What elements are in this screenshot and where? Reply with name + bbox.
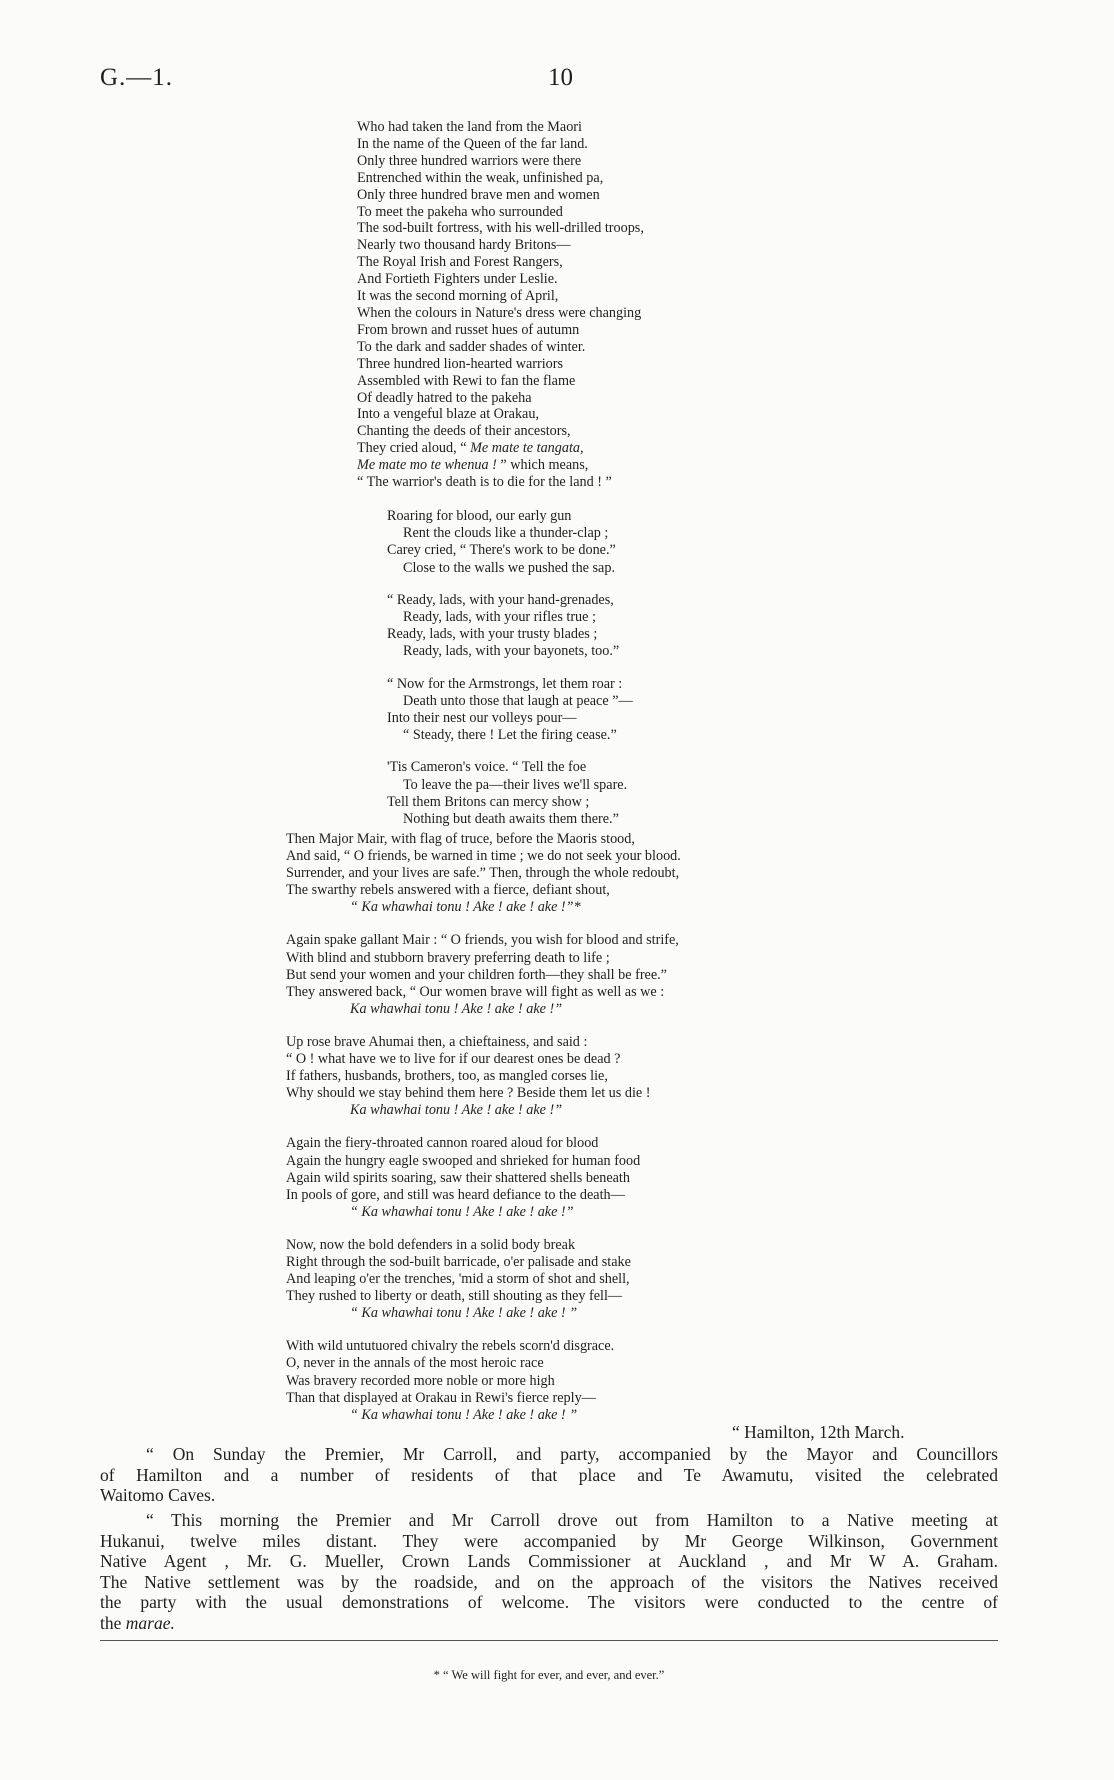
ballad-stanza [387,676,633,745]
maori-phrase: Me mate mo te whenua ! [357,457,497,474]
poem-intro [357,119,644,491]
poem-line: O, never in the annals of the most heroic race [286,1355,544,1372]
poem-line: Chanting the deeds of their ancestors, [357,423,571,440]
poem-line: Entrenched within the weak, unfinished pa, [357,169,604,186]
poem-line: Only three hundred brave men and women [357,186,600,203]
poem-line: In pools of gore, and still was heard defiance to the death— [286,1186,625,1203]
poem-line: Up rose brave Ahumai then, a chieftainess, and said : [286,1033,588,1050]
ballad-line: To leave the pa—their lives we'll spare. [403,776,628,793]
ballad-line: Into their nest our volleys pour— [387,710,577,727]
poem-line: If fathers, husbands, brothers, too, as mangled corses lie, [286,1068,608,1085]
ballad-line: Tell them Britons can mercy show ; [387,793,590,810]
poem-line: Me mate mo te whenua ! ” which means, [357,457,589,474]
poem-line: Surrender, and your lives are safe.” Then, through the whole redoubt, [286,865,680,882]
poem-line: And leaping o'er the trenches, 'mid a storm of shot and shell, [286,1271,630,1288]
poem-stanza [286,932,681,1017]
poem-line: And said, “ O friends, be warned in time ; we do not seek your blood. [286,848,681,865]
poem-line: They cried aloud, “ Me mate te tangata, [357,440,584,457]
poem-line: When the colours in Nature's dress were changing [357,304,642,321]
poem-line: Into a vengeful blaze at Orakau, [357,406,539,423]
poem-stanza [286,1135,681,1220]
poem-line: In the name of the Queen of the far land. [357,135,588,152]
poem-line: They answered back, “ Our women brave will fight as well as we : [286,983,665,1000]
refrain-line: Ka whawhai tonu ! Ake ! ake ! ake !” [350,1102,563,1119]
poem-line: Three hundred lion-hearted warriors [357,355,564,372]
poem-line: Was bravery recorded more noble or more high [286,1372,555,1389]
paragraph-line: of Hamilton and a number of residents of that place and Te Awamutu, visited the celebrated [100,1464,998,1485]
paragraph-line: Hukanui, twelve miles distant. They were accompanied by Mr George Wilkinson, Government [100,1530,998,1551]
ballad-stanza [387,759,633,828]
poem-line: “ O ! what have we to live for if our dearest ones be dead ? [286,1051,621,1068]
refrain-line: “ Ka whawhai tonu ! Ake ! ake ! ake !” [350,1203,574,1220]
ballad-line: Death unto those that laugh at peace ”— [403,692,633,709]
poem-line: Only three hundred warriors were there [357,152,582,169]
poem-line: Again the hungry eagle swooped and shrieked for human food [286,1152,641,1169]
poem-line: “ The warrior's death is to die for the land ! ” [357,474,612,491]
ballad-stanza [387,592,633,661]
poem-stanza [286,1034,681,1119]
poem-line: Nearly two thousand hardy Britons— [357,237,571,254]
refrain-line: “ Ka whawhai tonu ! Ake ! ake ! ake ! ” [350,1406,578,1423]
poem-line: With wild untutuored chivalry the rebels scorn'd disgrace. [286,1338,615,1355]
paragraph-sunday [100,1444,998,1506]
page-reference: G.—1. [100,64,174,91]
poem-main [286,831,681,1440]
ballad-line: Close to the walls we pushed the sap. [403,559,615,576]
poem-stanza [286,1338,681,1423]
poem-line: Again spake gallant Mair : “ O friends, you wish for blood and strife, [286,932,679,949]
poem-line: To meet the pakeha who surrounded [357,203,563,220]
ballad-line: Rent the clouds like a thunder-clap ; [403,525,609,542]
paragraph-line: Waitomo Caves. [100,1485,216,1505]
poem-line: Then Major Mair, with flag of truce, before the Maoris stood, [286,831,635,847]
paragraph-this-morning [100,1510,998,1633]
ballad-line: “ Now for the Armstrongs, let them roar : [387,675,623,692]
paragraph-line: Native Agent , Mr. G. Mueller, Crown Lands Commissioner at Auckland , and Mr W A. Graham. [100,1551,998,1571]
poem-line: The swarthy rebels answered with a fierce, defiant shout, [286,882,610,899]
ballad-line: Ready, lads, with your trusty blades ; [387,626,598,643]
poem-line: With blind and stubborn bravery preferring death to life ; [286,949,610,966]
poem-line: Why should we stay behind them here ? Beside them let us die ! [286,1085,651,1102]
poem-line: Right through the sod-built barricade, o'er palisade and stake [286,1253,631,1270]
paragraph-line [100,1613,998,1634]
footnote-rule [100,1640,998,1641]
page-number: 10 [548,64,573,91]
poem-stanza [286,1237,681,1322]
poem-line: Now, now the bold defenders in a solid body break [286,1236,576,1253]
refrain-line: “ Ka whawhai tonu ! Ake ! ake ! ake ! ” [350,1305,578,1322]
poem-line: The sod-built fortress, with his well-drilled troops, [357,220,644,237]
ballad-stanzas [387,508,633,843]
ballad-line: Ready, lads, with your bayonets, too.” [403,643,620,660]
poem-line: Assembled with Rewi to fan the flame [357,372,576,389]
poem-line: The Royal Irish and Forest Rangers, [357,254,563,271]
maori-phrase: Me mate te tangata, [470,440,584,457]
ballad-line: Carey cried, “ There's work to be done.” [387,542,616,559]
paragraph-line: The Native settlement was by the roadside, and on the approach of the visitors the Natives received [100,1571,998,1592]
ballad-line: Nothing but death awaits them there.” [403,811,619,828]
paragraph-line: the party with the usual demonstrations of welcome. The visitors were conducted to the centre of [100,1592,998,1612]
poem-line: Again the fiery-throated cannon roared aloud for blood [286,1135,599,1152]
ballad-stanza [387,508,633,577]
poem-line: Who had taken the land from the Maori [357,119,582,135]
poem-line: From brown and russet hues of autumn [357,321,580,338]
dateline: “ Hamilton, 12th March. [732,1422,905,1442]
poem-line: To the dark and sadder shades of winter. [357,338,586,355]
poem-line: It was the second morning of April, [357,288,559,305]
footnote: * “ We will fight for ever, and ever, and ever.” [433,1668,665,1682]
poem-stanza [286,831,681,916]
poem-line: They rushed to liberty or death, still shouting as they fell— [286,1288,623,1305]
paragraph-line: “ This morning the Premier and Mr Carroll drove out from Hamilton to a Native meeting at [146,1510,998,1530]
italic-word-marae: marae. [125,1612,175,1633]
ballad-line: 'Tis Cameron's voice. “ Tell the foe [387,759,587,776]
ballad-line: Ready, lads, with your rifles true ; [403,609,596,626]
refrain-line: “ Ka whawhai tonu ! Ake ! ake ! ake !”* [350,899,581,916]
poem-line: Than that displayed at Orakau in Rewi's fierce reply— [286,1389,596,1406]
poem-line: But send your women and your children forth—they shall be free.” [286,966,667,983]
poem-line: Again wild spirits soaring, saw their shattered shells beneath [286,1169,630,1186]
ballad-line: “ Steady, there ! Let the firing cease.” [403,727,617,744]
ballad-line: “ Ready, lads, with your hand-grenades, [387,591,614,608]
poem-line: Of deadly hatred to the pakeha [357,389,532,406]
poem-line: And Fortieth Fighters under Leslie. [357,271,558,288]
ballad-line: Roaring for blood, our early gun [387,508,572,524]
refrain-line: Ka whawhai tonu ! Ake ! ake ! ake !” [350,1000,563,1017]
paragraph-word: the [100,1612,122,1633]
paragraph-line: “ On Sunday the Premier, Mr Carroll, and party, accompanied by the Mayor and Councillors [146,1444,998,1464]
